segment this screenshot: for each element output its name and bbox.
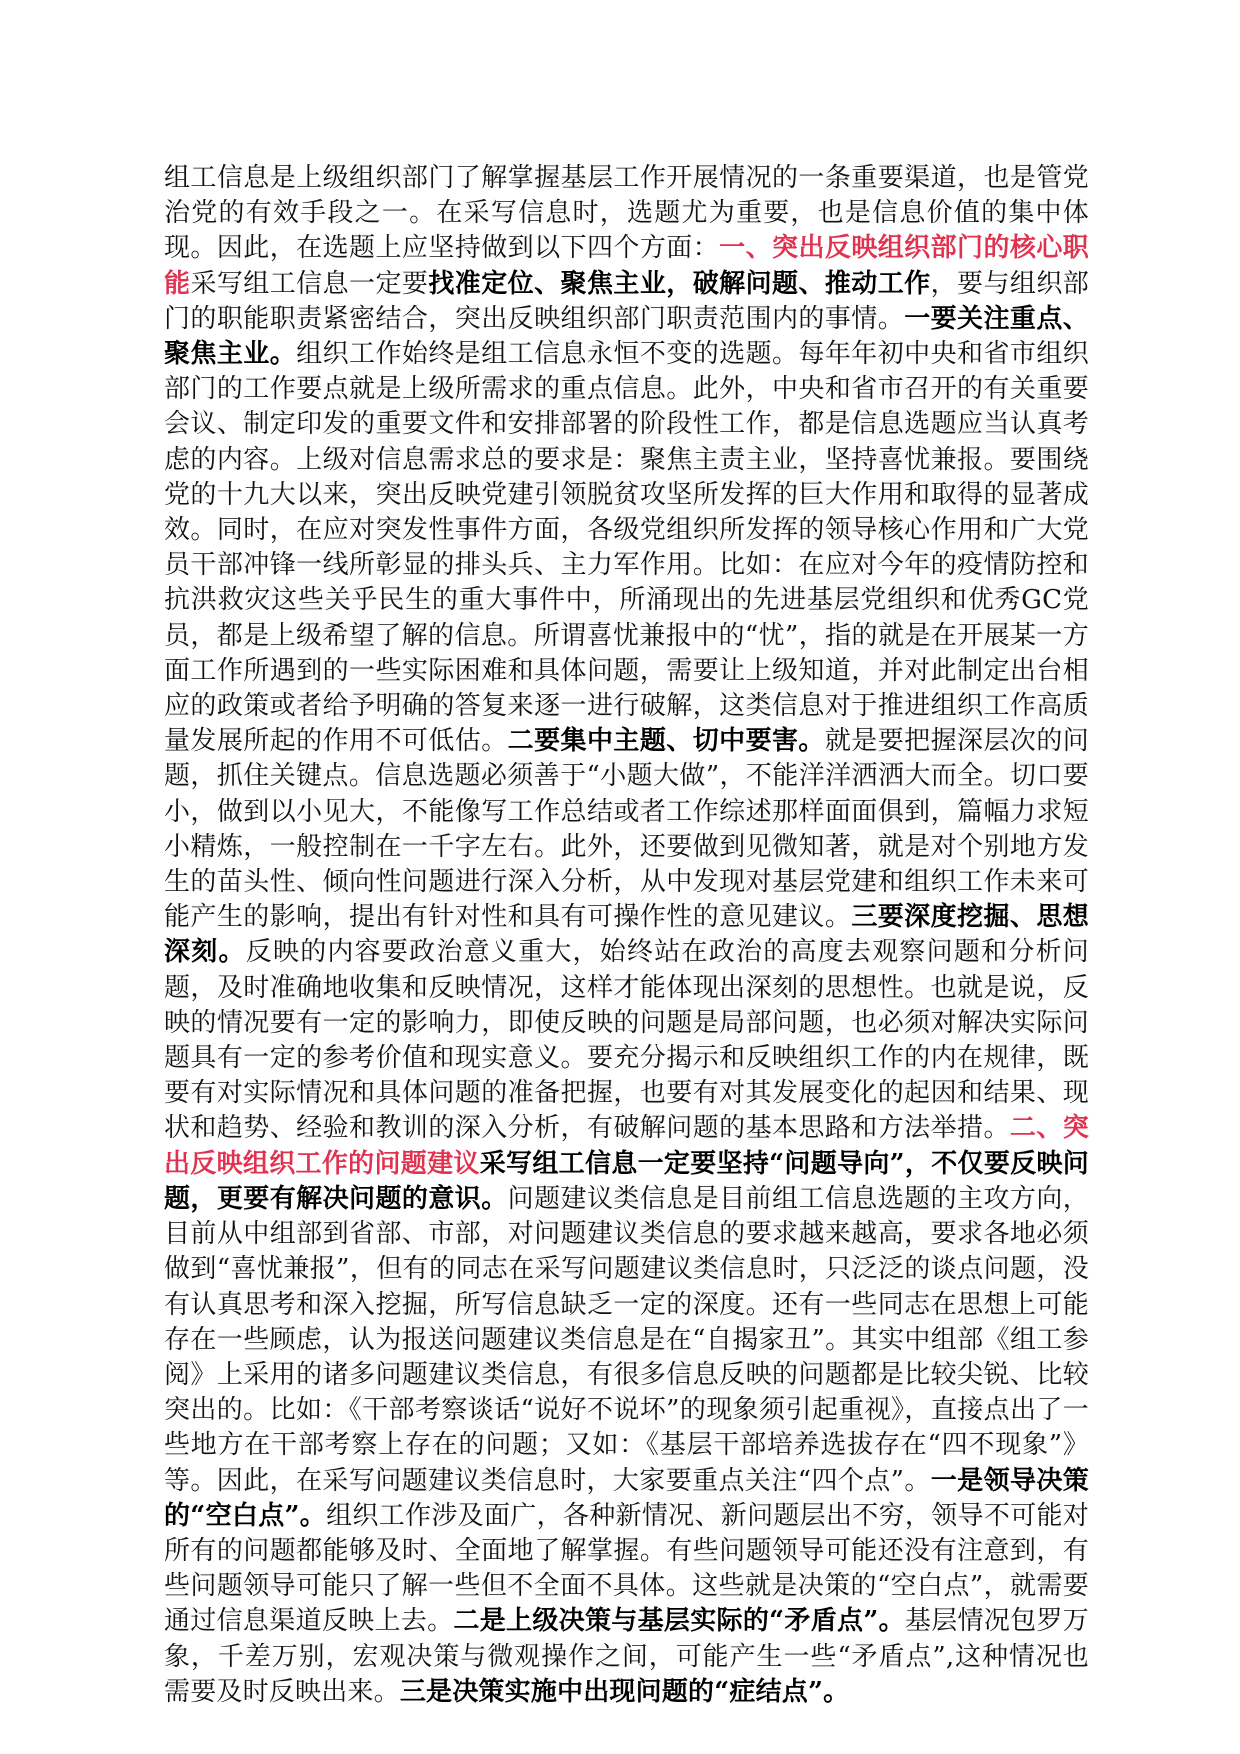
subpoint-heading-1: 一要关注重点、聚焦主业。 xyxy=(164,303,1089,370)
section-heading-problem-suggestions: 二、突出反映组织工作的问题建议 xyxy=(164,1113,1089,1179)
bold-emphasis: 找准定位、聚焦主业，破解问题、推动工作 xyxy=(428,268,931,299)
subpoint-heading-3: 三要深度挖掘、思想深刻。 xyxy=(164,902,1089,968)
point-heading-crux: 三是决策实施中出现问题的“症结点”。 xyxy=(399,1676,850,1707)
text-segment: ，要与组织部门的职能职责紧密结合，突出反映组织部门职责范围内的事情。 xyxy=(164,268,1089,334)
point-heading-blank-spot: 一是领导决策的“空白点”。 xyxy=(164,1465,1089,1531)
text-segment: 组工信息是上级组织部门了解掌握基层工作开展情况的一条重要渠道，也是管党治党的有效手段之一。在采写信息时，选题尤为重要，也是信息价值的集中体现。因此，在选题上应坚持做到以下四个方面： xyxy=(164,163,1089,264)
text-segment: 组织工作始终是组工信息永恒不变的选题。每年年初中央和省市组织部门的工作要点就是上级所需求的重点信息。此外，中央和省市召开的有关重要会议、制定印发的重要文件和安排部署的阶段性工作，都是信息选题应当认真考虑的内容。上级对信息需求总的要求是：聚焦主责主业，坚持喜忧兼报。要围绕党的十九大以来，突出反映党建引领脱贫攻坚所发挥的巨大作用和取得的显著成效。同时，在应对突发性事件方面，各级党组织所发挥的领导核心作用和广大党员干部冲锋一线所彰显的排头兵、主力军作用。比如：在应对今年的疫情防控和抗洪救灾这些关乎民生的重大事件中，所涌现出的先进基层党组织和优秀GC党员，都是上级希望了解的信息。所谓喜忧兼报中的“忧”，指的就是在开展某一方面工作所遇到的一些实际困难和具体问题，需要让上级知道，并对此制定出台相应的政策或者给予明确的答复来逐一进行破解，这类信息对于推进组织工作高质量发展所起的作用不可低估。 xyxy=(164,339,1089,757)
text-segment: 采写组工信息一定要 xyxy=(190,268,429,299)
text-segment: 基层情况包罗万象，千差万别，宏观决策与微观操作之间，可能产生一些“矛盾点”,这种情况也需要及时反映出来。 xyxy=(164,1606,1090,1707)
text-segment: 反映的内容要政治意义重大，始终站在政治的高度去观察问题和分析问题，及时准确地收集和反映情况，这样才能体现出深刻的思想性。也就是说，反映的情况要有一定的影响力，即使反映的问题是局部问题，也必须对解决实际问题具有一定的参考价值和现实意义。要充分揭示和反映组织工作的内在规律，既要有对实际情况和具体问题的准备把握，也要有对其发展变化的起因和结果、现状和趋势、经验和教训的深入分析，有破解问题的基本思路和方法举措。 xyxy=(164,937,1089,1144)
document-body xyxy=(164,161,1089,1710)
subpoint-heading-2: 二要集中主题、切中要害。 xyxy=(507,726,825,757)
text-segment: 问题建议类信息是目前组工信息选题的主攻方向，目前从中组部到省部、市部，对问题建议类信息的要求越来越高，要求各地必须做到“喜忧兼报”，但有的同志在采写问题建议类信息时，只泛泛的谈点问题，没有认真思考和深入挖掘，所写信息缺乏一定的深度。还有一些同志在思想上可能存在一些顾虑，认为报送问题建议类信息是在“自揭家丑”。其实中组部《组工参阅》上采用的诸多问题建议类信息，有很多信息反映的问题都是比较尖锐、比较突出的。比如：《干部考察谈话“说好不说坏”的现象须引起重视》，直接点出了一些地方在干部考察上存在的问题；又如：《基层干部培养选拔存在“四不现象”》等。因此，在采写问题建议类信息时，大家要重点关注“四个点”。 xyxy=(164,1183,1089,1496)
section-heading-core-functions: 一、突出反映组织部门的核心职能 xyxy=(164,233,1089,299)
bold-emphasis: 采写组工信息一定要坚持“问题导向”，不仅要反映问题，更要有解决问题的意识。 xyxy=(164,1148,1089,1214)
text-segment: 就是要把握深层次的问题，抓住关键点。信息选题必须善于“小题大做”，不能洋洋洒洒大而全。切口要小，做到以小见大，不能像写工作总结或者工作综述那样面面俱到，篇幅力求短小精炼，一般控制在一千字左右。此外，还要做到见微知著，就是对个别地方发生的苗头性、倾向性问题进行深入分析，从中发现对基层党建和组织工作未来可能产生的影响，提出有针对性和具有可操作性的意见建议。 xyxy=(164,726,1089,933)
point-heading-contradiction: 二是上级决策与基层实际的“矛盾点”。 xyxy=(453,1606,905,1637)
body-paragraph xyxy=(164,161,1089,1710)
text-segment: 组织工作涉及面广，各种新情况、新问题层出不穷，领导不可能对所有的问题都能够及时、全面地了解掌握。有些问题领导可能还没有注意到，有些问题领导可能只了解一些但不全面不具体。这些就是决策的“空白点”，就需要通过信息渠道反映上去。 xyxy=(164,1500,1089,1637)
